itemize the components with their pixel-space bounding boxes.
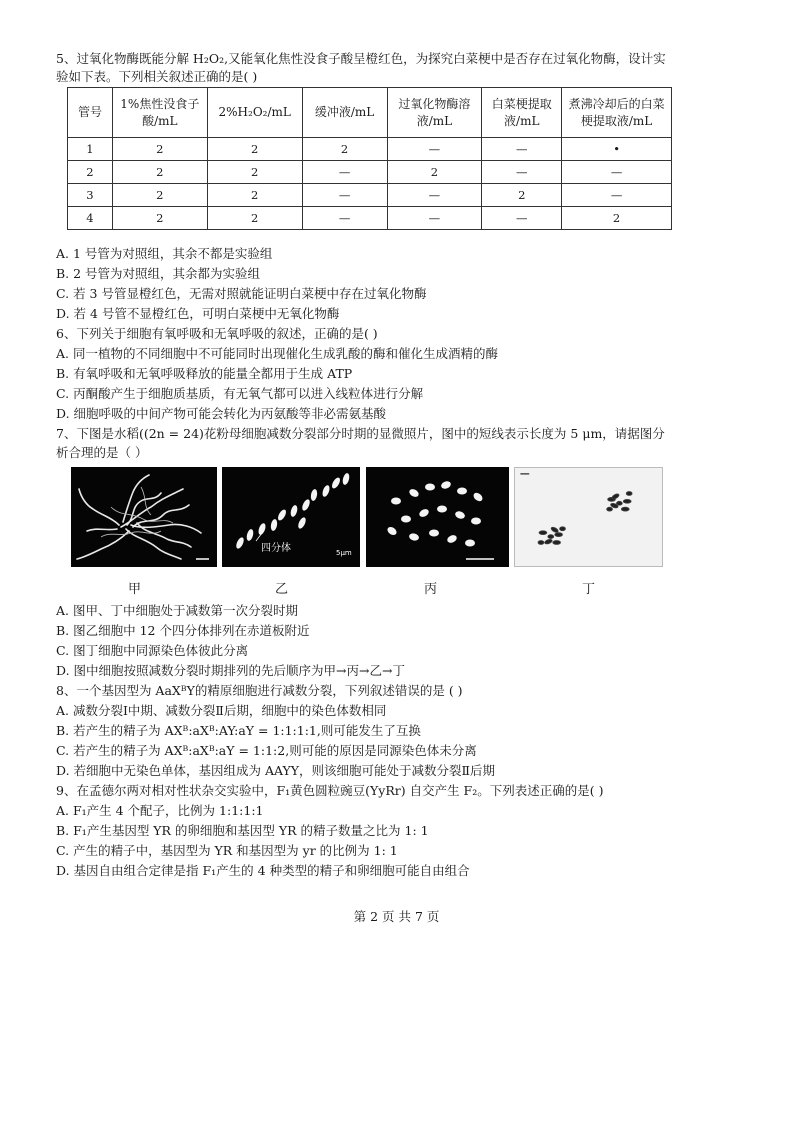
micrograph-ding bbox=[514, 467, 663, 567]
table-header-cell: 管号 bbox=[68, 88, 113, 138]
table-cell: — bbox=[387, 207, 482, 230]
table-header-cell: 白菜梗提取液/mL bbox=[482, 88, 562, 138]
table-cell: 2 bbox=[302, 138, 387, 161]
micrograph-strip bbox=[71, 467, 663, 567]
micrograph-ding-image bbox=[515, 468, 662, 566]
table-header-row bbox=[68, 88, 672, 138]
q8-option-d: D. 若细胞中无染色单体，基因组成为 AAYY，则该细胞可能处于减数分裂Ⅱ后期 bbox=[56, 763, 496, 778]
q6-option-d: D. 细胞呼吸的中间产物可能会转化为丙氨酸等非必需氨基酸 bbox=[56, 406, 387, 421]
q5-stem-line1: 5、过氧化物酶既能分解 H₂O₂,又能氧化焦性没食子酸呈橙红色，为探究白菜梗中是否存在过氧化物酶，设计实 bbox=[56, 51, 666, 66]
q5-experiment-table bbox=[67, 87, 672, 230]
micrograph-jia bbox=[71, 467, 217, 567]
tetrad-label: 四分体 bbox=[261, 543, 291, 554]
table-cell: — bbox=[562, 184, 672, 207]
table-cell: 2 bbox=[482, 184, 562, 207]
table-header-cell: 1%焦性没食子酸/mL bbox=[112, 88, 207, 138]
caption-jia: 甲 bbox=[128, 582, 142, 597]
q7-option-c: C. 图丁细胞中同源染色体彼此分离 bbox=[56, 643, 249, 658]
table-cell: 2 bbox=[207, 138, 302, 161]
table-cell: 2 bbox=[112, 138, 207, 161]
table-header-cell: 缓冲液/mL bbox=[302, 88, 387, 138]
micrograph-bing-image bbox=[366, 467, 509, 567]
q5-stem-line2: 验如下表。下列相关叙述正确的是( ) bbox=[56, 69, 258, 84]
table-row bbox=[68, 184, 672, 207]
table-cell: — bbox=[562, 161, 672, 184]
table-cell: 2 bbox=[68, 161, 113, 184]
table-header-cell: 2%H₂O₂/mL bbox=[207, 88, 302, 138]
table-cell: 1 bbox=[68, 138, 113, 161]
table-cell: 2 bbox=[207, 207, 302, 230]
q9-option-a: A. F₁产生 4 个配子，比例为 1:1:1:1 bbox=[56, 803, 264, 818]
table-cell: — bbox=[387, 138, 482, 161]
table-cell: — bbox=[482, 207, 562, 230]
q5-option-d: D. 若 4 号管不显橙红色，可明白菜梗中无氧化物酶 bbox=[56, 306, 340, 321]
scale-bar-label: 5μm bbox=[336, 549, 352, 557]
q8-stem: 8、一个基因型为 AaXᴮY的精原细胞进行减数分裂，下列叙述错误的是 ( ) bbox=[56, 683, 463, 698]
table-cell: — bbox=[387, 184, 482, 207]
page-footer: 第 2 页 共 7 页 bbox=[353, 909, 440, 924]
table-cell: — bbox=[302, 207, 387, 230]
table-cell: 2 bbox=[207, 161, 302, 184]
q8-option-b: B. 若产生的精子为 AXᴮ:aXᴮ:AY:aY = 1:1:1:1,则可能发生了互换 bbox=[56, 723, 421, 738]
micrograph-jia-image bbox=[71, 467, 217, 567]
table-header-cell: 过氧化物酶溶液/mL bbox=[387, 88, 482, 138]
caption-bing: 丙 bbox=[424, 582, 438, 597]
q5-option-a: A. 1 号管为对照组，其余不都是实验组 bbox=[56, 246, 273, 261]
table-cell: 2 bbox=[562, 207, 672, 230]
q7-option-a: A. 图甲、丁中细胞处于减数第一次分裂时期 bbox=[56, 603, 298, 618]
table-cell: — bbox=[482, 138, 562, 161]
q6-stem: 6、下列关于细胞有氧呼吸和无氧呼吸的叙述，正确的是( ) bbox=[56, 326, 378, 341]
table-cell: 2 bbox=[112, 184, 207, 207]
q5-option-c: C. 若 3 号管显橙红色，无需对照就能证明白菜梗中存在过氧化物酶 bbox=[56, 286, 427, 301]
q8-option-a: A. 减数分裂Ⅰ中期、减数分裂Ⅱ后期，细胞中的染色体数相同 bbox=[56, 703, 387, 718]
q7-stem-line2: 析合理的是（ ） bbox=[56, 445, 148, 460]
table-cell: 2 bbox=[112, 207, 207, 230]
table-cell: 2 bbox=[207, 184, 302, 207]
caption-yi: 乙 bbox=[275, 582, 289, 597]
q7-option-b: B. 图乙细胞中 12 个四分体排列在赤道板附近 bbox=[56, 623, 310, 638]
q7-stem-line1: 7、下图是水稻((2n = 24)花粉母细胞减数分裂部分时期的显微照片，图中的短线表示长度为 5 μm，请据图分 bbox=[56, 426, 665, 441]
q9-option-c: C. 产生的精子中，基因型为 YR 和基因型为 yr 的比例为 1: 1 bbox=[56, 843, 398, 858]
table-cell: — bbox=[302, 161, 387, 184]
q6-option-c: C. 丙酮酸产生于细胞质基质，有无氧气都可以进入线粒体进行分解 bbox=[56, 386, 424, 401]
q6-option-a: A. 同一植物的不同细胞中不可能同时出现催化生成乳酸的酶和催化生成酒精的酶 bbox=[56, 346, 498, 361]
q6-option-b: B. 有氧呼吸和无氧呼吸释放的能量全都用于生成 ATP bbox=[56, 366, 353, 381]
q9-option-b: B. F₁产生基因型 YR 的卵细胞和基因型 YR 的精子数量之比为 1: 1 bbox=[56, 823, 429, 838]
q8-option-c: C. 若产生的精子为 AXᴮ:aXᴮ:aY = 1:1:2,则可能的原因是同源染色体未分离 bbox=[56, 743, 477, 758]
q9-option-d: D. 基因自由组合定律是指 F₁产生的 4 种类型的精子和卵细胞可能自由组合 bbox=[56, 863, 470, 878]
table-cell: 3 bbox=[68, 184, 113, 207]
table-header-cell: 煮沸冷却后的白菜梗提取液/mL bbox=[562, 88, 672, 138]
table-cell: 2 bbox=[387, 161, 482, 184]
table-cell: — bbox=[482, 161, 562, 184]
table-cell: • bbox=[562, 138, 672, 161]
q5-option-b: B. 2 号管为对照组，其余都为实验组 bbox=[56, 266, 261, 281]
table-row bbox=[68, 161, 672, 184]
table-cell: 4 bbox=[68, 207, 113, 230]
q9-stem: 9、在孟德尔两对相对性状杂交实验中，F₁黄色圆粒豌豆(YyRr) 自交产生 F₂。下列表述正确的是( ) bbox=[56, 783, 604, 798]
micrograph-bing bbox=[366, 467, 509, 567]
table-row bbox=[68, 207, 672, 230]
table-cell: — bbox=[302, 184, 387, 207]
caption-ding: 丁 bbox=[582, 582, 596, 597]
table-cell: 2 bbox=[112, 161, 207, 184]
table-row bbox=[68, 138, 672, 161]
q7-option-d: D. 图中细胞按照减数分裂时期排列的先后顺序为甲→丙→乙→丁 bbox=[56, 663, 405, 678]
